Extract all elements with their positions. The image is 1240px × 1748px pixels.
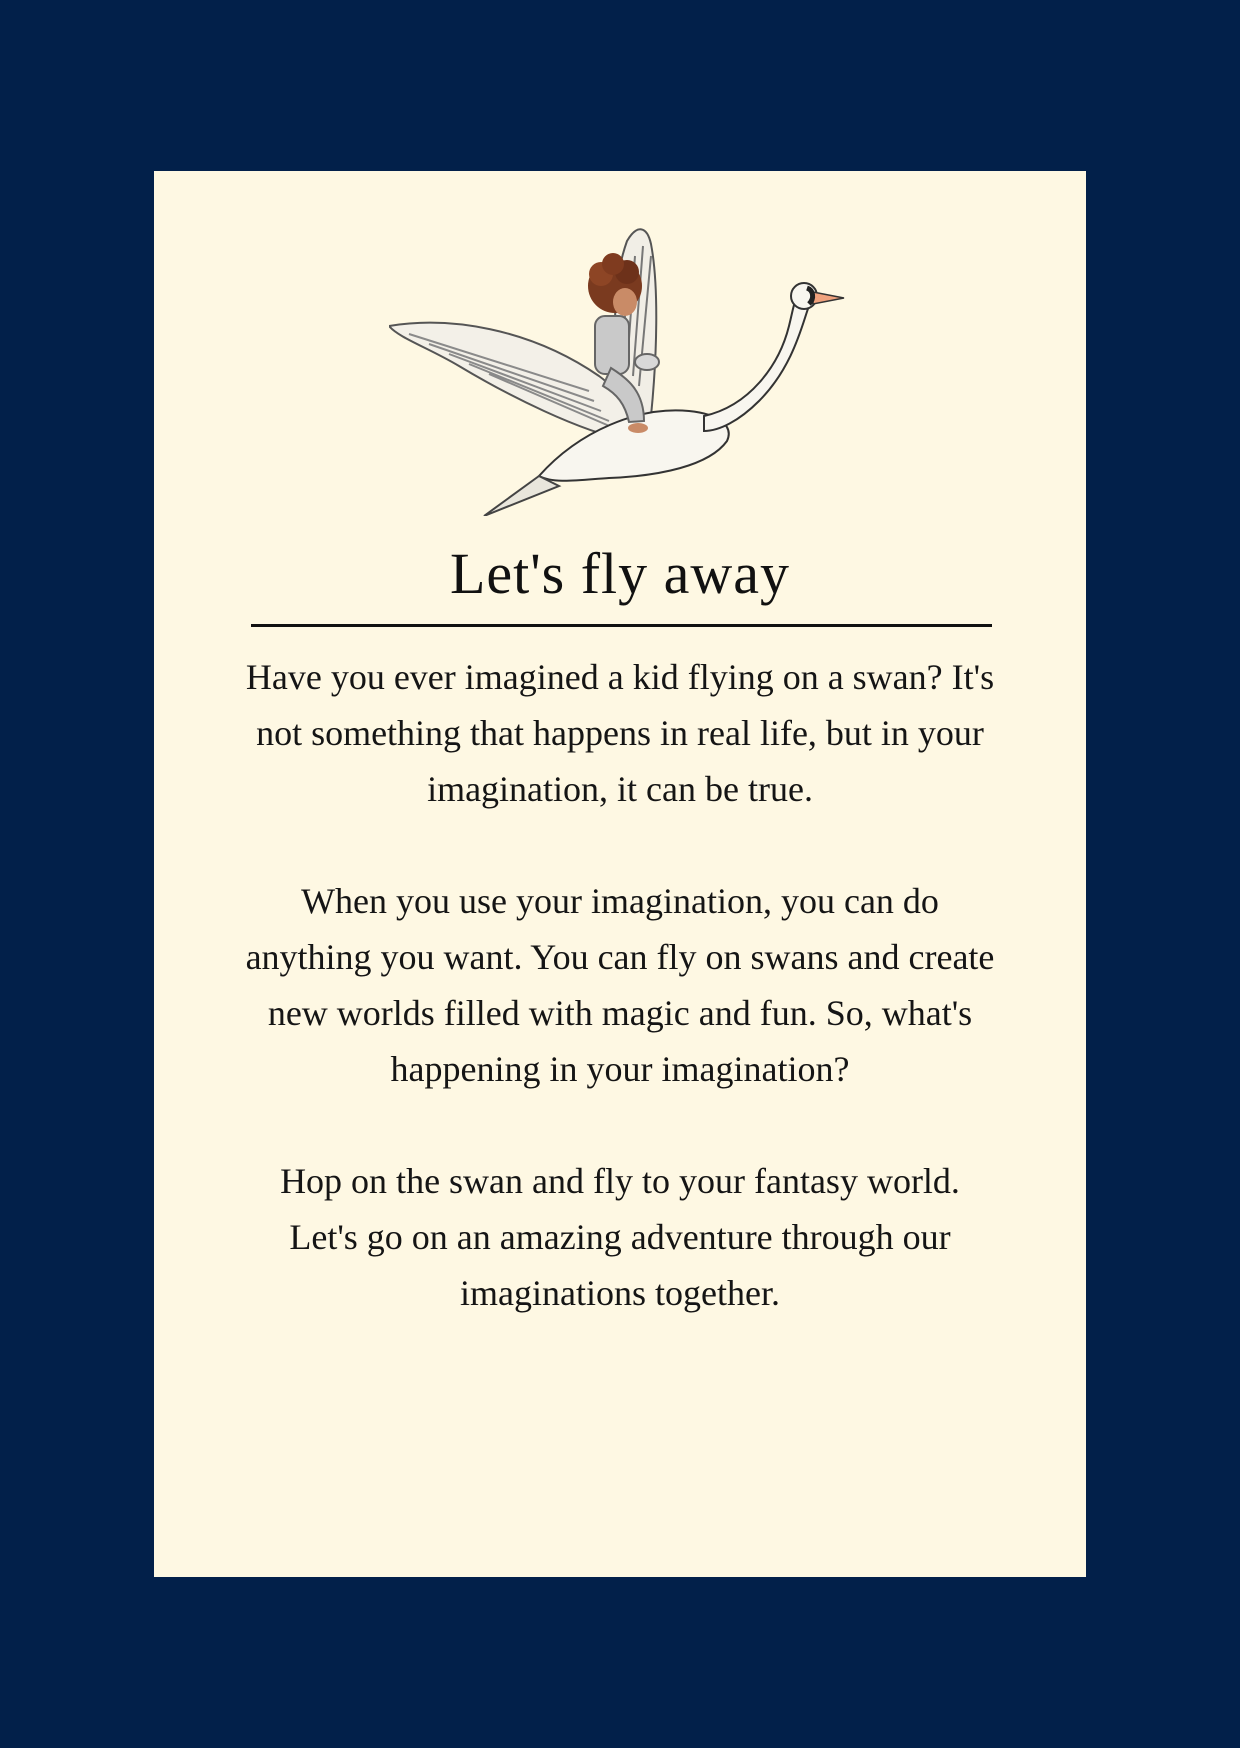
swan-neck bbox=[704, 293, 811, 431]
title-divider bbox=[251, 624, 992, 627]
paragraph-2: When you use your imagination, you can do anything you want. You can fly on swans and create new worlds filled with magic and fun. So, what's happening in your imagination? bbox=[245, 881, 995, 1089]
content-card bbox=[154, 171, 1086, 1577]
swan-beak bbox=[813, 292, 844, 304]
swan-tail bbox=[484, 476, 559, 516]
paragraph-1: Have you ever imagined a kid flying on a swan? It's not something that happens in real life, but in your imagination, it can be true. bbox=[245, 657, 995, 809]
page-title: Let's fly away bbox=[449, 541, 791, 606]
paragraph-3: Hop on the swan and fly to your fantasy world. Let's go on an amazing adventure through our imaginations together. bbox=[280, 1161, 960, 1313]
swan-illustration-icon bbox=[389, 216, 849, 516]
